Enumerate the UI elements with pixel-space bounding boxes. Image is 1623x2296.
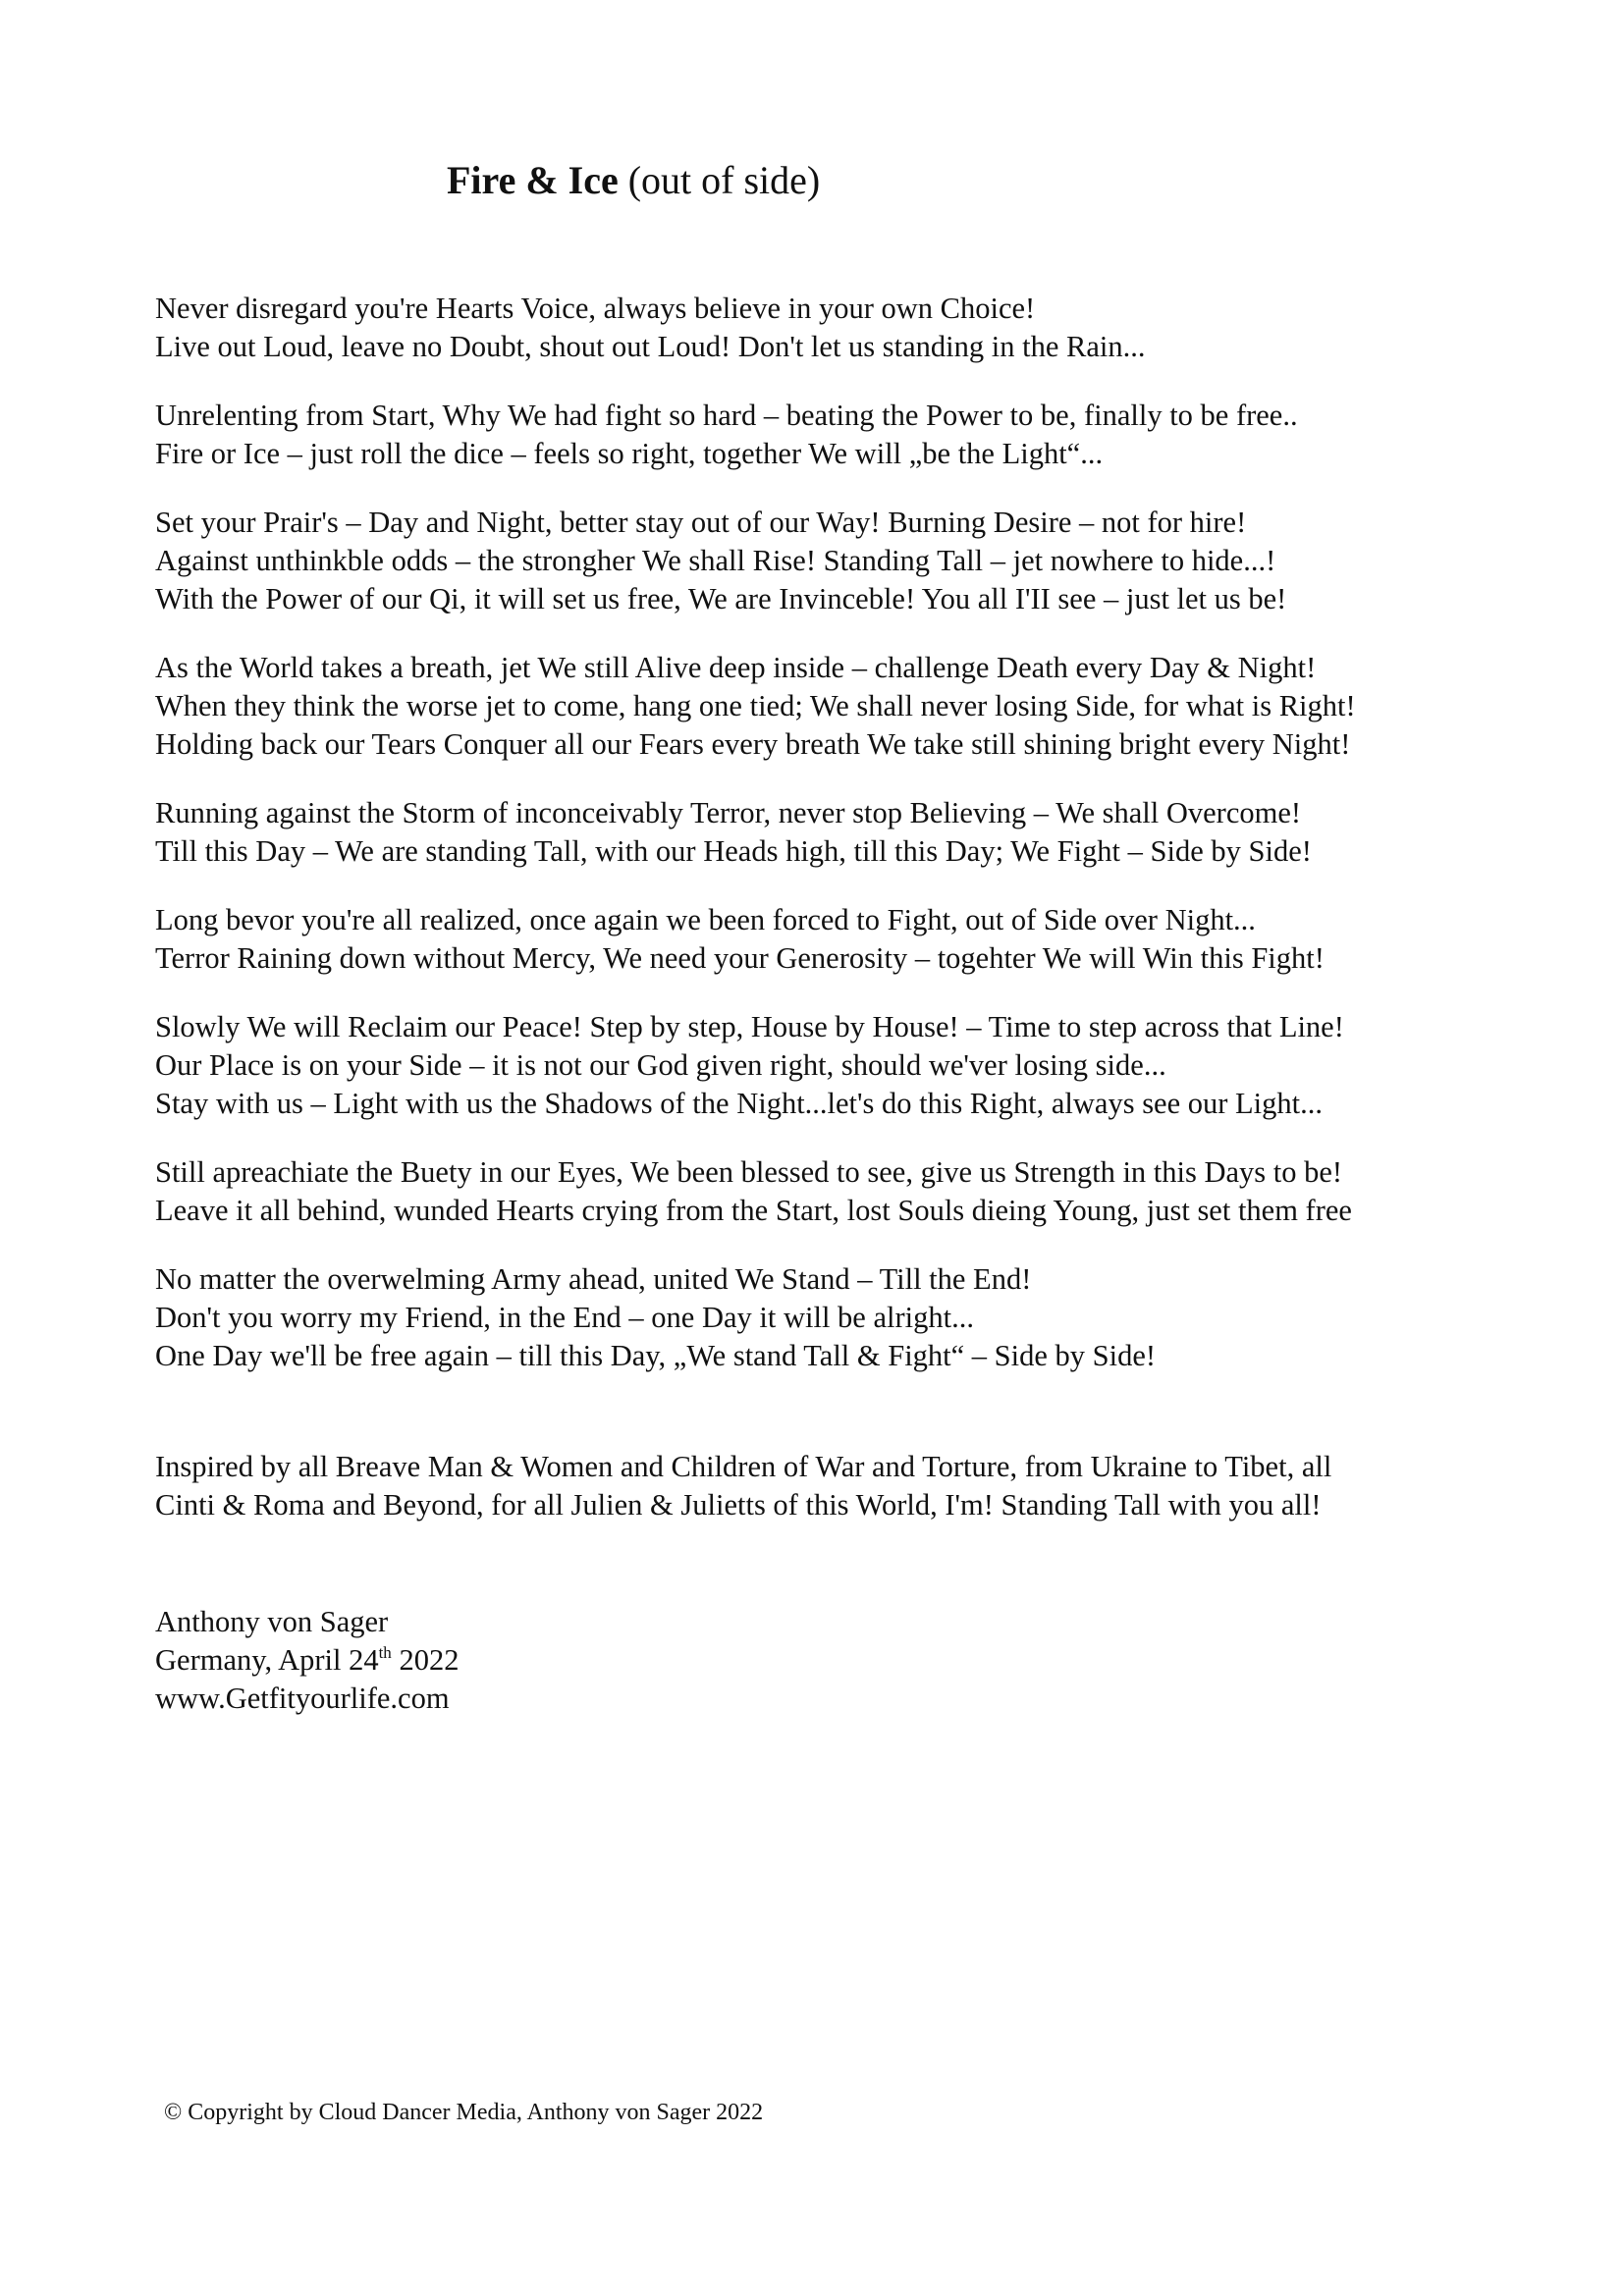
- signature-block: [155, 1603, 459, 1718]
- stanza: [155, 504, 1549, 618]
- signature-date: [155, 1641, 459, 1680]
- stanza-line: Fire or Ice – just roll the dice – feels so right, together We will „be the Light“...: [155, 437, 1104, 470]
- stanza: [155, 901, 1549, 978]
- inspiration-line: Cinti & Roma and Beyond, for all Julien & Julietts of this World, I'm! Standing Tall with you all!: [155, 1488, 1322, 1522]
- stanza-line: When they think the worse jet to come, hang one tied; We shall never losing Side, for what is Right!: [155, 689, 1356, 722]
- stanza-line: Terror Raining down without Mercy, We need your Generosity – togehter We will Win this Fight!: [155, 941, 1325, 975]
- author-name: Anthony von Sager: [155, 1605, 389, 1638]
- stanza-line: Don't you worry my Friend, in the End – one Day it will be alright...: [155, 1301, 974, 1334]
- stanza-line: With the Power of our Qi, it will set us free, We are Invinceble! You all I'II see – just let us be!: [155, 582, 1287, 615]
- stanza: [155, 290, 1549, 366]
- inspiration-note: [155, 1448, 1549, 1524]
- stanza: [155, 649, 1549, 764]
- poem-title: [447, 155, 820, 206]
- stanza: [155, 1008, 1549, 1123]
- stanza-line: Unrelenting from Start, Why We had fight so hard – beating the Power to be, finally to be free..: [155, 399, 1298, 432]
- stanza: [155, 794, 1549, 871]
- poem-title-main: Fire & Ice: [447, 158, 619, 202]
- stanza-line: No matter the overwelming Army ahead, united We Stand – Till the End!: [155, 1262, 1032, 1296]
- stanza-line: Till this Day – We are standing Tall, with our Heads high, till this Day; We Fight – Side by Side!: [155, 834, 1312, 868]
- stanza-line: Leave it all behind, wunded Hearts crying from the Start, lost Souls dieing Young, just set them free: [155, 1194, 1352, 1227]
- stanza-line: Holding back our Tears Conquer all our Fears every breath We take still shining bright every Night!: [155, 727, 1351, 761]
- poem-body: [155, 290, 1549, 1406]
- stanza: [155, 1260, 1549, 1375]
- copyright-notice: © Copyright by Cloud Dancer Media, Anthony von Sager 2022: [164, 2100, 764, 2125]
- date-ordinal-suffix: th: [378, 1643, 392, 1662]
- stanza: [155, 1153, 1549, 1230]
- stanza-line: Our Place is on your Side – it is not our God given right, should we'ver losing side...: [155, 1048, 1166, 1082]
- stanza-line: Running against the Storm of inconceivably Terror, never stop Believing – We shall Overcome!: [155, 796, 1302, 829]
- stanza-line: As the World takes a breath, jet We still Alive deep inside – challenge Death every Day & Night!: [155, 651, 1317, 684]
- stanza-line: Still apreachiate the Buety in our Eyes, We been blessed to see, give us Strength in this Days to be!: [155, 1155, 1343, 1189]
- website-text: www.Getfityourlife.com: [155, 1682, 450, 1715]
- stanza-line: Long bevor you're all realized, once again we been forced to Fight, out of Side over Night...: [155, 903, 1256, 936]
- stanza-line: Never disregard you're Hearts Voice, always believe in your own Choice!: [155, 292, 1036, 325]
- stanza-line: Live out Loud, leave no Doubt, shout out Loud! Don't let us standing in the Rain...: [155, 330, 1146, 363]
- poem-title-subtitle: (out of side): [627, 158, 821, 202]
- stanza-line: Slowly We will Reclaim our Peace! Step by step, House by House! – Time to step across that Line!: [155, 1010, 1344, 1043]
- date-prefix: Germany, April 24: [155, 1643, 379, 1677]
- stanza-line: Set your Prair's – Day and Night, better stay out of our Way! Burning Desire – not for hire!: [155, 506, 1247, 539]
- date-year: 2022: [391, 1643, 460, 1677]
- stanza-line: Against unthinkble odds – the strongher We shall Rise! Standing Tall – jet nowhere to hide...!: [155, 544, 1276, 577]
- stanza-line: One Day we'll be free again – till this Day, „We stand Tall & Fight“ – Side by Side!: [155, 1339, 1157, 1372]
- stanza: [155, 397, 1549, 473]
- stanza-line: Stay with us – Light with us the Shadows of the Night...let's do this Right, always see our Light...: [155, 1087, 1323, 1120]
- inspiration-line: Inspired by all Breave Man & Women and Children of War and Torture, from Ukraine to Tibet, all: [155, 1450, 1332, 1483]
